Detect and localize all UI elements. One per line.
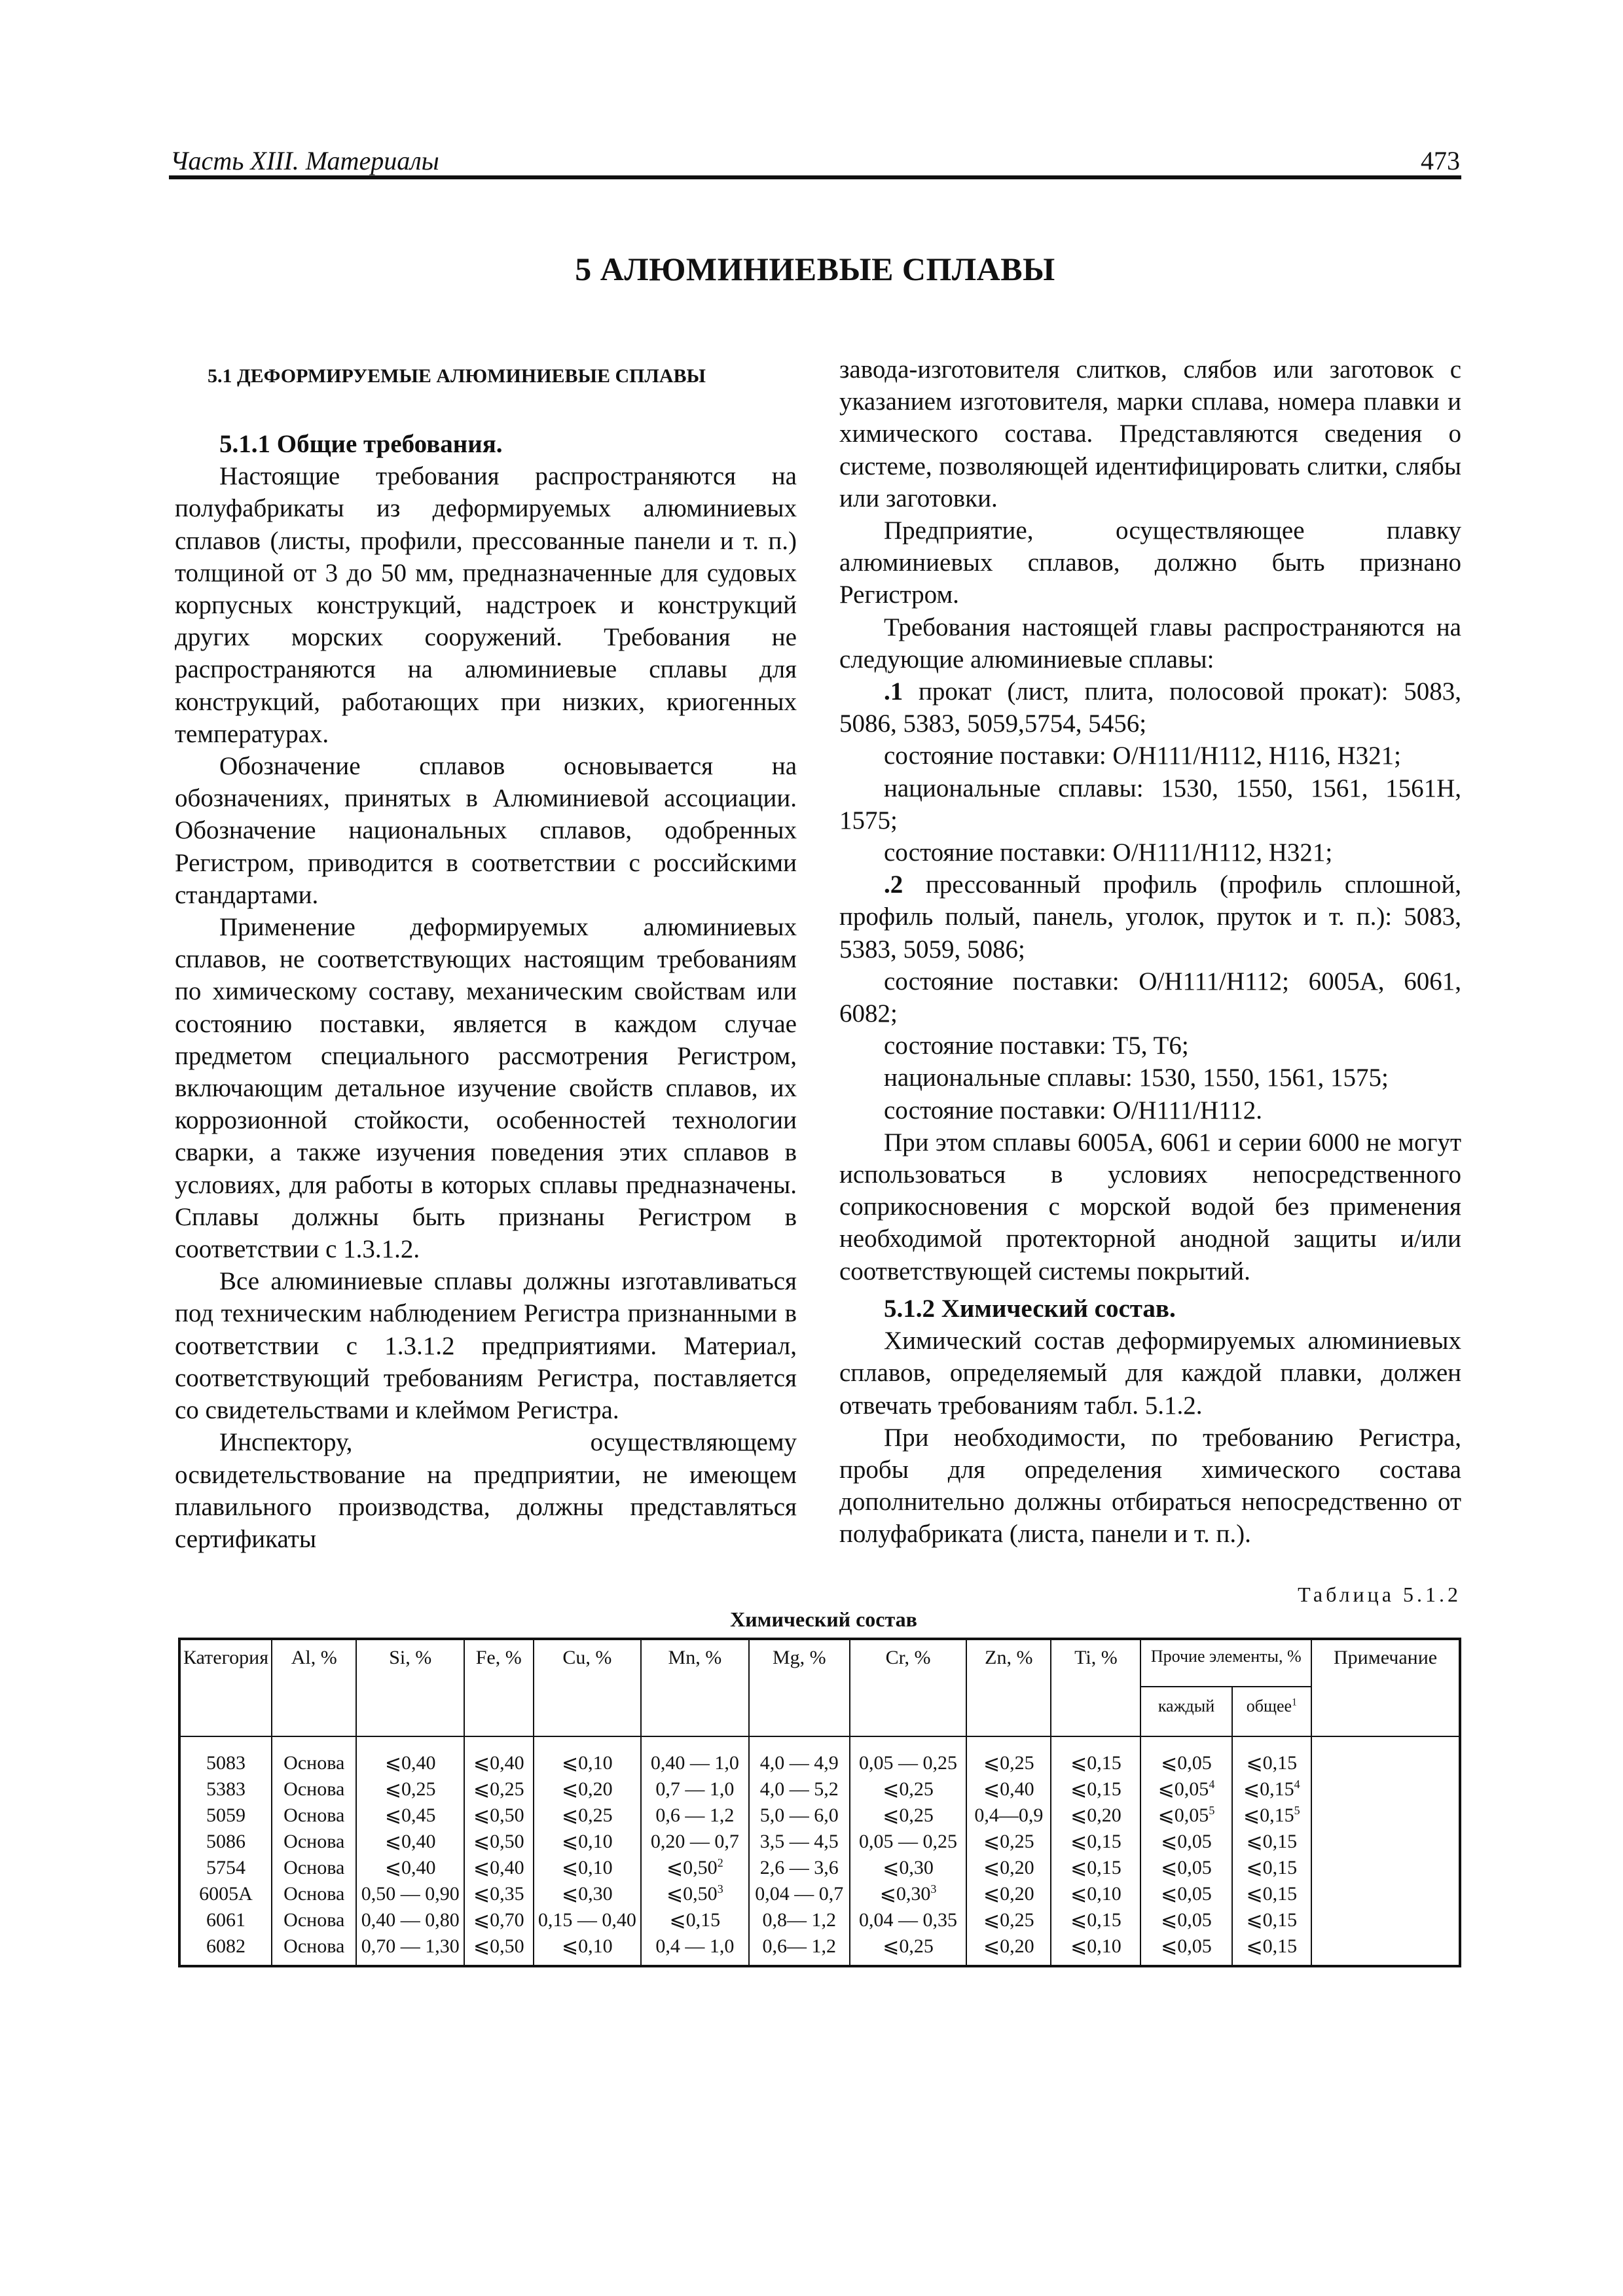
list-subitem: национальные сплавы: 1530, 1550, 1561, 1575; [884, 1064, 1389, 1092]
list-subitem: состояние поставки: O/H111/H112; 6005A, 6061, 6082; [839, 967, 1461, 1028]
si-cell: 0,50 — 0,90 [356, 1881, 464, 1907]
ti-cell: ⩽0,10 [1051, 1881, 1140, 1907]
paragraph: Обозначение сплавов основывается на обозначениях, принятых в Алюминиевой ассоциации. Обозначение национальных сплавов, одобренных Регистром, приводится в соответствии с российскими стандартами. [175, 752, 797, 909]
mg-cell: 3,5 — 4,5 [749, 1829, 850, 1855]
category-cell: 6082 [179, 1933, 272, 1966]
list-subitem: национальные сплавы: 1530, 1550, 1561, 1561Н, 1575; [839, 774, 1461, 834]
note-cell [1311, 1736, 1460, 1776]
total-cell: ⩽0,15 [1232, 1829, 1312, 1855]
table-body [179, 1736, 1460, 1966]
list-item-number: .2 [884, 870, 903, 899]
table-row [179, 1736, 1460, 1776]
list-item-text: прокат (лист, плита, полосовой прокат): 5083, 5086, 5383, 5059,5754, 5456; [839, 677, 1461, 738]
paragraph: Настоящие требования распространяются на полуфабрикаты из деформируемых алюминиевых сплавов (листы, профили, прессованные панели и т. п.) толщиной от 3 до 50 мм, предназначенные для судовых корпусных конструкций, надстроек и конструкций других морских сооружений. Требования не распространяются на алюминиевые сплавы для конструкций, работающих при низких, криогенных температурах. [175, 462, 797, 748]
list-subitem: состояние поставки: O/H111/H112, H321; [884, 838, 1333, 867]
header-note: Примечание [1311, 1639, 1460, 1736]
list-item-number: .1 [884, 677, 903, 706]
category-cell: 5383 [179, 1776, 272, 1803]
mn-cell: ⩽0,50$^2$ [641, 1855, 749, 1881]
mg-cell: 0,6— 1,2 [749, 1933, 850, 1966]
note-cell [1311, 1829, 1460, 1855]
list-subitem: состояние поставки: O/H111/H112. [884, 1096, 1262, 1124]
paragraph: Предприятие, осуществляющее плавку алюминиевых сплавов, должно быть признано Регистром. [839, 516, 1461, 609]
zn-cell: ⩽0,20 [966, 1855, 1051, 1881]
mg-cell: 5,0 — 6,0 [749, 1803, 850, 1829]
si-cell: 0,70 — 1,30 [356, 1933, 464, 1966]
header-fe: Fe, % [464, 1639, 534, 1736]
al-cell: Основа [272, 1881, 356, 1907]
al-cell: Основа [272, 1933, 356, 1966]
al-cell: Основа [272, 1736, 356, 1776]
fe-cell: ⩽0,50 [464, 1933, 534, 1966]
table-row [179, 1933, 1460, 1966]
table-title: Химический состав [730, 1607, 917, 1631]
mg-cell: 4,0 — 4,9 [749, 1736, 850, 1776]
table-row [179, 1907, 1460, 1933]
list-item [839, 869, 1461, 965]
ti-cell: ⩽0,15 [1051, 1776, 1140, 1803]
ti-cell: ⩽0,15 [1051, 1829, 1140, 1855]
cu-cell: ⩽0,25 [534, 1803, 641, 1829]
table-row [179, 1855, 1460, 1881]
header-al: Al, % [272, 1639, 356, 1736]
cr-cell: ⩽0,30 [850, 1855, 966, 1881]
paragraph: Химический состав деформируемых алюминиевых сплавов, определяемый для каждой плавки, должен отвечать требованиям табл. 5.1.2. [839, 1327, 1461, 1420]
cr-cell: ⩽0,25 [850, 1776, 966, 1803]
running-title: Часть XIII. Материалы [170, 146, 439, 175]
note-cell [1311, 1803, 1460, 1829]
si-cell: ⩽0,40 [356, 1829, 464, 1855]
header-mg: Mg, % [749, 1639, 850, 1736]
each-cell: ⩽0,05 [1140, 1736, 1231, 1776]
header-ti: Ti, % [1051, 1639, 1140, 1736]
mn-cell: 0,4 — 1,0 [641, 1933, 749, 1966]
mn-cell: 0,6 — 1,2 [641, 1803, 749, 1829]
paragraph: Инспектору, осуществляющему освидетельствование на предприятии, не имеющем плавильного производства, должны представляться сертификаты [175, 1428, 797, 1553]
cu-cell: 0,15 — 0,40 [534, 1907, 641, 1933]
paragraph: При этом сплавы 6005A, 6061 и серии 6000 не могут использоваться в условиях непосредственного соприкосновения с морской водой без применения необходимой протекторной анодной защиты и/или соответствующей системы покрытий. [839, 1128, 1461, 1285]
si-cell: ⩽0,40 [356, 1855, 464, 1881]
each-cell: ⩽0,05$^4$ [1140, 1776, 1231, 1803]
list-subitem: состояние поставки: T5, T6; [884, 1031, 1189, 1060]
paragraph: Применение деформируемых алюминиевых сплавов, не соответствующих настоящим требованиям по химическому составу, механическим свойствам или состоянию поставки, является в каждом случае предметом специального рассмотрения Регистром, включающим детальное изучение свойств сплавов, их коррозионной стойкости, особенностей технологии сварки, а также изучения поведения этих сплавов в условиях, для работы в которых сплавы предназначены. Сплавы должны быть признаны Регистром в соответствии с 1.3.1.2. [175, 913, 797, 1264]
header-cu: Cu, % [534, 1639, 641, 1736]
paragraph: При необходимости, по требованию Регистра, пробы для определения химического состава дополнительно должны отбираться непосредственно от полуфабриката (листа, панели и т. п.). [839, 1423, 1461, 1549]
zn-cell: ⩽0,25 [966, 1907, 1051, 1933]
ti-cell: ⩽0,15 [1051, 1907, 1140, 1933]
zn-cell: ⩽0,25 [966, 1736, 1051, 1776]
total-cell: ⩽0,15$^5$ [1232, 1803, 1312, 1829]
ti-cell: ⩽0,15 [1051, 1855, 1140, 1881]
right-column [839, 353, 1461, 1551]
cu-cell: ⩽0,30 [534, 1881, 641, 1907]
category-cell: 6061 [179, 1907, 272, 1933]
cr-cell: 0,05 — 0,25 [850, 1829, 966, 1855]
note-cell [1311, 1855, 1460, 1881]
header-zn: Zn, % [966, 1639, 1051, 1736]
si-cell: 0,40 — 0,80 [356, 1907, 464, 1933]
paragraph: Требования настоящей главы распространяются на следующие алюминиевые сплавы: [839, 613, 1461, 673]
list-subitem: состояние поставки: O/H111/H112, H116, H321; [884, 742, 1401, 770]
total-cell: ⩽0,15 [1232, 1933, 1312, 1966]
al-cell: Основа [272, 1907, 356, 1933]
category-cell: 5754 [179, 1855, 272, 1881]
category-cell: 5059 [179, 1803, 272, 1829]
cu-cell: ⩽0,20 [534, 1776, 641, 1803]
al-cell: Основа [272, 1803, 356, 1829]
total-cell: ⩽0,15$^4$ [1232, 1776, 1312, 1803]
category-cell: 5083 [179, 1736, 272, 1776]
cr-cell: 0,05 — 0,25 [850, 1736, 966, 1776]
cu-cell: ⩽0,10 [534, 1933, 641, 1966]
each-cell: ⩽0,05 [1140, 1855, 1231, 1881]
cr-cell: 0,04 — 0,35 [850, 1907, 966, 1933]
cr-cell: ⩽0,25 [850, 1933, 966, 1966]
zn-cell: ⩽0,40 [966, 1776, 1051, 1803]
fe-cell: ⩽0,70 [464, 1907, 534, 1933]
si-cell: ⩽0,25 [356, 1776, 464, 1803]
zn-cell: ⩽0,20 [966, 1933, 1051, 1966]
list-item [839, 675, 1461, 740]
chapter-title: 5 АЛЮМИНИЕВЫЕ СПЛАВЫ [575, 251, 1055, 287]
fe-cell: ⩽0,50 [464, 1803, 534, 1829]
cu-cell: ⩽0,10 [534, 1736, 641, 1776]
si-cell: ⩽0,45 [356, 1803, 464, 1829]
header-mn: Mn, % [641, 1639, 749, 1736]
cu-cell: ⩽0,10 [534, 1829, 641, 1855]
subsection-title-general: 5.1.1 Общие требования. [219, 430, 503, 458]
mn-cell: ⩽0,50$^3$ [641, 1881, 749, 1907]
zn-cell: ⩽0,25 [966, 1829, 1051, 1855]
zn-cell: 0,4—0,9 [966, 1803, 1051, 1829]
mn-cell: 0,7 — 1,0 [641, 1776, 749, 1803]
category-cell: 5086 [179, 1829, 272, 1855]
mg-cell: 0,04 — 0,7 [749, 1881, 850, 1907]
header-other-elements: Прочие элементы, % [1140, 1639, 1311, 1687]
total-cell: ⩽0,15 [1232, 1855, 1312, 1881]
mn-cell: 0,40 — 1,0 [641, 1736, 749, 1776]
total-cell: ⩽0,15 [1232, 1907, 1312, 1933]
table-row [179, 1803, 1460, 1829]
al-cell: Основа [272, 1829, 356, 1855]
note-cell [1311, 1933, 1460, 1966]
each-cell: ⩽0,05 [1140, 1881, 1231, 1907]
fe-cell: ⩽0,40 [464, 1855, 534, 1881]
header-si: Si, % [356, 1639, 464, 1736]
each-cell: ⩽0,05 [1140, 1907, 1231, 1933]
note-cell [1311, 1881, 1460, 1907]
al-cell: Основа [272, 1855, 356, 1881]
category-cell: 6005A [179, 1881, 272, 1907]
cr-cell: ⩽0,25 [850, 1803, 966, 1829]
cr-cell: ⩽0,30$^3$ [850, 1881, 966, 1907]
paragraph: Все алюминиевые сплавы должны изготавливаться под техническим наблюдением Регистра признанными в соответствии с 1.3.1.2 предприятиями. Материал, соответствующий требованиям Регистра, поставляется со свидетельствами и клеймом Регистра. [175, 1267, 797, 1425]
each-cell: ⩽0,05 [1140, 1933, 1231, 1966]
mn-cell: ⩽0,15 [641, 1907, 749, 1933]
ti-cell: ⩽0,15 [1051, 1736, 1140, 1776]
cu-cell: ⩽0,10 [534, 1855, 641, 1881]
mg-cell: 0,8— 1,2 [749, 1907, 850, 1933]
al-cell: Основа [272, 1776, 356, 1803]
paragraph: завода-изготовителя слитков, слябов или заготовок с указанием изготовителя, марки сплава, номера плавки и химического состава. Представляются сведения о системе, позволяющей идентифицировать слитки, слябы или заготовки. [839, 355, 1461, 512]
table-row [179, 1829, 1460, 1855]
mn-cell: 0,20 — 0,7 [641, 1829, 749, 1855]
mg-cell: 2,6 — 3,6 [749, 1855, 850, 1881]
chemical-composition-table [178, 1638, 1461, 1967]
ti-cell: ⩽0,10 [1051, 1933, 1140, 1966]
si-cell: ⩽0,40 [356, 1736, 464, 1776]
fe-cell: ⩽0,40 [464, 1736, 534, 1776]
page-number: 473 [1421, 146, 1460, 175]
note-cell [1311, 1907, 1460, 1933]
fe-cell: ⩽0,35 [464, 1881, 534, 1907]
fe-cell: ⩽0,25 [464, 1776, 534, 1803]
table-row [179, 1776, 1460, 1803]
section-title: 5.1 ДЕФОРМИРУЕМЫЕ АЛЮМИНИЕВЫЕ СПЛАВЫ [208, 365, 706, 387]
left-column [175, 353, 797, 1555]
fe-cell: ⩽0,50 [464, 1829, 534, 1855]
header-each: каждый [1140, 1687, 1231, 1736]
header-cr: Cr, % [850, 1639, 966, 1736]
subsection-title-composition: 5.1.2 Химический состав. [884, 1294, 1176, 1323]
each-cell: ⩽0,05$^5$ [1140, 1803, 1231, 1829]
header-rule [169, 175, 1461, 179]
list-item-text: прессованный профиль (профиль сплошной, профиль полый, панель, уголок, пруток и т. п.): 5083, 5383, 5059, 5086; [839, 870, 1461, 963]
header-total: общее$^1$ [1232, 1687, 1312, 1736]
zn-cell: ⩽0,20 [966, 1881, 1051, 1907]
table-number: Таблица 5.1.2 [1298, 1583, 1461, 1606]
table-row [179, 1881, 1460, 1907]
header-category: Категория [179, 1639, 272, 1736]
total-cell: ⩽0,15 [1232, 1881, 1312, 1907]
note-cell [1311, 1776, 1460, 1803]
each-cell: ⩽0,05 [1140, 1829, 1231, 1855]
mg-cell: 4,0 — 5,2 [749, 1776, 850, 1803]
ti-cell: ⩽0,20 [1051, 1803, 1140, 1829]
total-cell: ⩽0,15 [1232, 1736, 1312, 1776]
